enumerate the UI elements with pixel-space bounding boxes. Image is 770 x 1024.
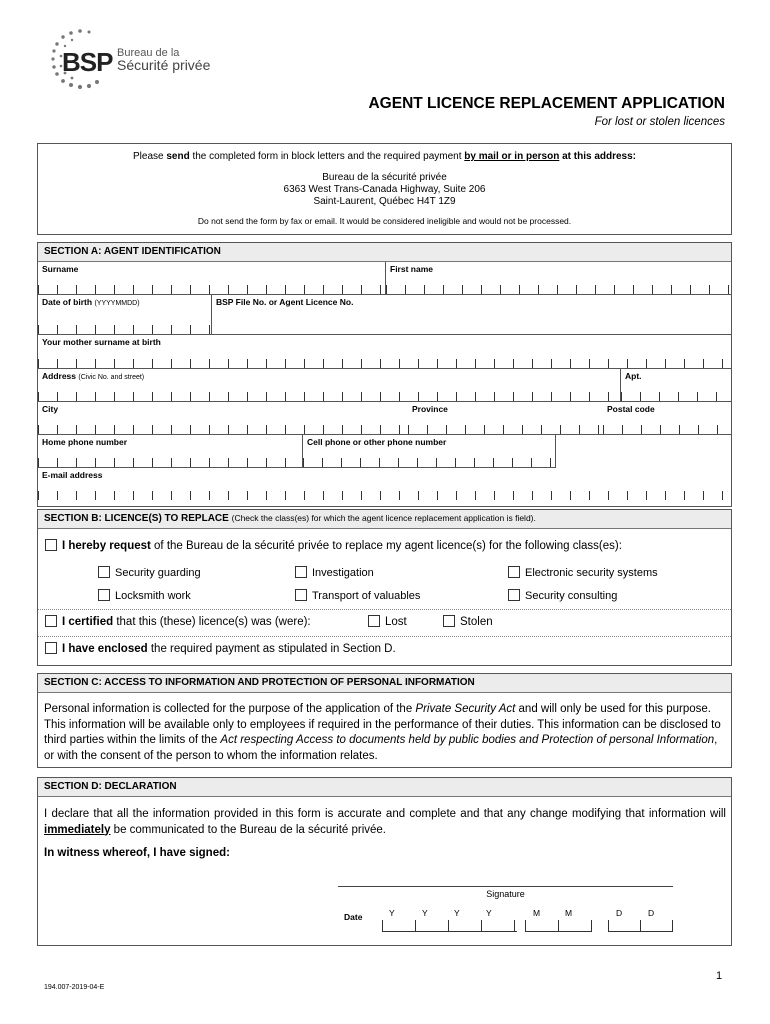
date-letter: Y bbox=[389, 908, 395, 918]
security-guarding-checkbox[interactable] bbox=[98, 566, 110, 578]
lost-option[interactable]: Lost bbox=[368, 615, 407, 628]
class-security-consulting[interactable]: Security consulting bbox=[508, 589, 617, 602]
province-field[interactable]: Province bbox=[408, 402, 603, 435]
enclosed-checkbox[interactable] bbox=[45, 642, 57, 654]
privacy-paragraph: Personal information is collected for the purpose of the application of the Private Security Act and will only be used for this purpose. This information will be available only to employees if required in the performance of their duties. This information can be disclosed to third parties within the limits of the Act respecting Access to documents held by public bodies and Protection of personal Information, or with the consent of the person to whom the information relates. bbox=[44, 703, 721, 762]
stolen-checkbox[interactable] bbox=[443, 615, 455, 627]
section-a bbox=[37, 242, 732, 507]
transport-checkbox[interactable] bbox=[295, 589, 307, 601]
divider bbox=[38, 609, 731, 610]
section-b-title: SECTION B: LICENCE(S) TO REPLACE (Check the class(es) for which the agent licence replacement application is field). bbox=[38, 510, 731, 529]
class-transport[interactable]: Transport of valuables bbox=[295, 589, 420, 602]
electronic-security-checkbox[interactable] bbox=[508, 566, 520, 578]
address-line: Bureau de la sécurité privée bbox=[322, 172, 447, 183]
surname-field[interactable]: Surname bbox=[38, 262, 385, 295]
declaration-text: I declare that all the information provided in this form is accurate and complete and that any change modifying that information will immediately be communicated to the Bureau de la sécurité privée. bbox=[44, 808, 726, 836]
investigation-checkbox[interactable] bbox=[295, 566, 307, 578]
email-field[interactable]: E-mail address bbox=[38, 468, 731, 506]
section-a-title: SECTION A: AGENT IDENTIFICATION bbox=[38, 243, 731, 262]
mother-surname-field[interactable]: Your mother surname at birth bbox=[38, 335, 731, 369]
section-b bbox=[37, 509, 732, 666]
date-letter: Y bbox=[486, 908, 492, 918]
date-letter: D bbox=[648, 908, 655, 918]
date-letter: M bbox=[565, 908, 573, 918]
date-letter: Y bbox=[422, 908, 428, 918]
apt-field[interactable]: Apt. bbox=[620, 369, 731, 402]
fax-notice: Do not send the form by fax or email. It would be considered ineligible and would not be processed. bbox=[197, 216, 572, 226]
city-field[interactable]: City bbox=[38, 402, 408, 435]
section-c-title: SECTION C: ACCESS TO INFORMATION AND PROTECTION OF PERSONAL INFORMATION bbox=[38, 674, 731, 693]
class-electronic-security[interactable]: Electronic security systems bbox=[508, 566, 658, 579]
certified-row: I certified that this (these) licence(s) was (were): bbox=[45, 615, 311, 628]
send-instruction: Please send the completed form in block letters and the required payment by mail or in person at this address: bbox=[132, 151, 637, 162]
signature-label: Signature bbox=[486, 889, 525, 899]
class-security-guarding[interactable]: Security guarding bbox=[98, 566, 201, 579]
mailing-instructions bbox=[37, 143, 732, 235]
date-label: Date bbox=[344, 912, 363, 922]
security-consulting-checkbox[interactable] bbox=[508, 589, 520, 601]
address-line: Saint-Laurent, Québec H4T 1Z9 bbox=[313, 196, 456, 207]
enclosed-row: I have enclosed the required payment as stipulated in Section D. bbox=[45, 642, 396, 655]
section-d-title: SECTION D: DECLARATION bbox=[38, 778, 731, 797]
date-day-field[interactable] bbox=[608, 908, 673, 932]
section-c bbox=[37, 673, 732, 768]
file-number-field[interactable]: BSP File No. or Agent Licence No. bbox=[211, 295, 731, 335]
address-field[interactable]: Address (Civic No. and street) bbox=[38, 369, 620, 402]
form-code: 194.007-2019-04-E bbox=[44, 984, 105, 991]
logo-line1: Bureau de la bbox=[117, 47, 180, 59]
section-d bbox=[37, 777, 732, 946]
signature-line[interactable] bbox=[338, 886, 673, 887]
form-title: AGENT LICENCE REPLACEMENT APPLICATION bbox=[368, 95, 725, 112]
address-line: 6363 West Trans-Canada Highway, Suite 206 bbox=[283, 184, 486, 195]
logo-line2: Sécurité privée bbox=[117, 57, 211, 73]
date-of-birth-field[interactable]: Date of birth (YYYYMMDD) bbox=[38, 295, 211, 335]
divider bbox=[38, 636, 731, 637]
date-month-field[interactable] bbox=[525, 908, 592, 932]
date-letter: Y bbox=[454, 908, 460, 918]
locksmith-checkbox[interactable] bbox=[98, 589, 110, 601]
form-subtitle: For lost or stolen licences bbox=[594, 116, 725, 128]
date-year-field[interactable] bbox=[382, 908, 517, 932]
postal-code-field[interactable]: Postal code bbox=[603, 402, 731, 435]
certified-checkbox[interactable] bbox=[45, 615, 57, 627]
home-phone-field[interactable]: Home phone number bbox=[38, 435, 302, 468]
stolen-option[interactable]: Stolen bbox=[443, 615, 493, 628]
class-investigation[interactable]: Investigation bbox=[295, 566, 374, 579]
replace-request-row: I hereby request of the Bureau de la sécurité privée to replace my agent licence(s) for the following class(es): bbox=[45, 539, 622, 552]
logo-abbr: BSP bbox=[62, 47, 113, 77]
page-number: 1 bbox=[716, 970, 723, 982]
date-letter: M bbox=[533, 908, 541, 918]
cell-phone-field[interactable]: Cell phone or other phone number bbox=[302, 435, 556, 468]
witness-text: In witness whereof, I have signed: bbox=[44, 847, 230, 859]
lost-checkbox[interactable] bbox=[368, 615, 380, 627]
logo-name bbox=[117, 48, 210, 71]
first-name-field[interactable]: First name bbox=[385, 262, 731, 295]
class-locksmith[interactable]: Locksmith work bbox=[98, 589, 191, 602]
date-letter: D bbox=[616, 908, 623, 918]
request-checkbox[interactable] bbox=[45, 539, 57, 551]
